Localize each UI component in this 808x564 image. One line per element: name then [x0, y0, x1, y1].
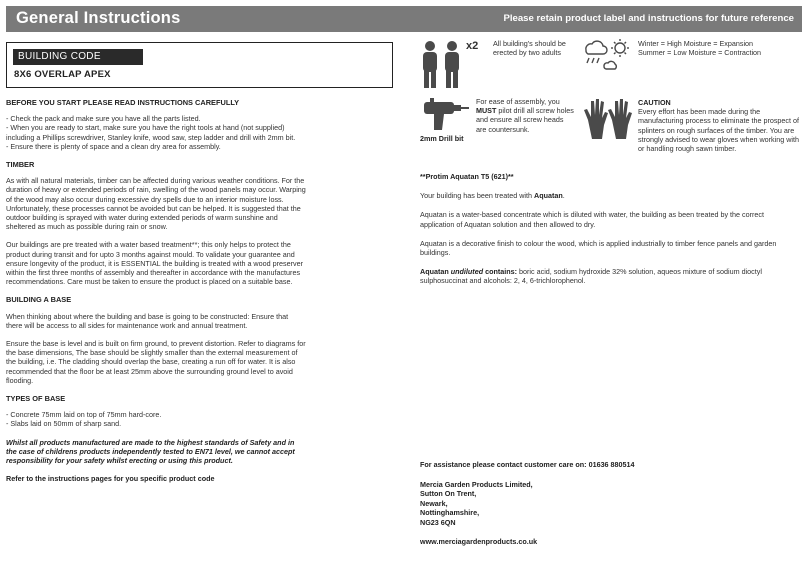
weather-text: [638, 39, 798, 57]
protim-heading: **Protim Aquatan T5 (621)**: [420, 172, 514, 181]
drill-text-pre: For ease of assembly, you: [476, 97, 560, 106]
types-heading: TYPES OF BASE: [6, 394, 66, 404]
care-line: For assistance please contact customer care on: 01636 880514: [420, 460, 635, 469]
contains-text: boric acid, sodium hydroxide 32% solution, aqueos mixture of sodium dioctyl sulphosuccinat and alcohols: 2, 4, 6-trichlorophenol.: [420, 267, 762, 286]
aquatan-contents: [420, 267, 798, 285]
drill-text-post: pilot drill all screw holes and ensure all screw heads are countersunk.: [476, 106, 574, 134]
right-column: [420, 172, 798, 296]
drill-icon: [420, 96, 470, 134]
treated-product: Aquatan: [534, 191, 563, 201]
base-level-paragraph: Ensure the base is level and is built on firm ground, to prevent distortion. Refer to diagrams for the base dimensions, The base should be slightly smaller than the external measurement of the building, i.e. The cladding should overlap the base, creating a run off for water. It is also recommended that the floor be at least 25mm above the surrounding ground level to avoid flooding.: [6, 339, 306, 385]
header-note: Please retain product label and instructions for future reference: [503, 13, 794, 24]
types-line: - Concrete 75mm laid on top of 75mm hard-core.: [6, 410, 162, 420]
aquatan-paragraph: Aquatan is a water-based concentrate which is diluted with water, the building as been treated by the correct application of Aquatan solution and then allowed to dry.: [420, 210, 765, 229]
types-line: - Slabs laid on 50mm of sharp sand.: [6, 419, 122, 429]
people-text: All building's should be erected by two adults: [493, 39, 566, 58]
address-line: Mercia Garden Products Limited,: [420, 479, 533, 489]
drill-label: 2mm Drill bit: [420, 134, 464, 143]
intro-line: - Check the pack and make sure you have all the parts listed.: [6, 114, 201, 124]
aquatan-finish-paragraph: Aquatan is a decorative finish to colour the wood, which is applied industrially to timber fence panels and garden buildings.: [420, 238, 777, 258]
summer-line: Summer = Low Moisture = Contraction: [638, 48, 762, 58]
page-title: General Instructions: [16, 9, 181, 27]
website-link[interactable]: www.merciagardenproducts.co.uk: [420, 536, 538, 546]
left-column: [6, 98, 306, 484]
safety-disclaimer: Whilst all products manufactured are made to the highest standards of Safety and in the case of childrens products independently tested to EN71 level, we cannot accept responsibility for your safety whilst erecting or using this product.: [6, 437, 295, 466]
contains-c: contains:: [483, 267, 518, 277]
timber-heading: TIMBER: [6, 160, 35, 170]
contains-a: Aquatan: [420, 267, 451, 277]
weather-icon: [582, 38, 634, 70]
treatment-paragraph: Our buildings are pre treated with a water based treatment**; this only helps to protect the product during transit and for upto 3 months against mould. To validate your guarantee and ensure longevity of the product, it is ESSENTIAL the building is treated with a wood preserver within the first three months of assembly and thereafter in accordance with the manufactures recommendations. Care must be taken to ensure the product is placed on a suitable base.: [6, 240, 303, 287]
treated-post: .: [562, 191, 565, 201]
people-count: x2: [466, 40, 479, 52]
address-line: Newark,: [420, 498, 448, 508]
intro-heading: BEFORE YOU START PLEASE READ INSTRUCTIONS CAREFULLY: [6, 98, 240, 107]
contains-b: undiluted: [450, 267, 484, 277]
product-name: 8X6 OVERLAP APEX: [14, 69, 111, 80]
address-line: NG23 6QN: [420, 517, 456, 527]
refer-note: Refer to the instructions pages for you specific product code: [6, 474, 215, 484]
intro-list: [6, 114, 306, 151]
intro-line: - Ensure there is plenty of space and a clean dry area for assembly.: [6, 141, 221, 151]
winter-line: Winter = High Moisture = Expansion: [638, 39, 754, 48]
drill-text-must: MUST: [476, 106, 497, 116]
drill-text: [476, 97, 574, 134]
caution-text: Every effort has been made during the manufacturing process to eliminate the prospect of splinters on rough surfaces of the timber. You are strongly advised to wear gloves when working with or handling rough sawn timber.: [638, 107, 800, 154]
address-line: Nottinghamshire,: [420, 508, 480, 518]
caution-title: CAUTION: [638, 98, 671, 107]
caution-block: [638, 98, 802, 153]
base-heading: BUILDING A BASE: [6, 295, 72, 305]
building-code-box: [6, 42, 393, 88]
gloves-icon: [582, 96, 634, 140]
building-code-label: BUILDING CODE: [13, 49, 143, 65]
treated-line: [420, 191, 798, 200]
address-line: Sutton On Trent,: [420, 489, 477, 499]
timber-paragraph: As with all natural materials, timber can be affected during various weather conditions. For the duration of heavy or extended periods of rain, swelling of the wood panels may occur. Warping of the wood may also occur during excessive dry spells due to an interior moisture loss. Unfortunately, these processes cannot be avoided but can be helped. It is suggested that the outdoor building is sprayed with water during extended periods of warm sunshine and sheltered as much as possible during rain or snow.: [6, 176, 306, 232]
intro-line: - When you are ready to start, make sure you have the right tools at hand (not supplied) including a Phillips screwdriver, Stanley knife, wood saw, step ladder and drill with 2mm bit.: [6, 123, 296, 142]
contact-block: [420, 460, 720, 546]
header-bar: [6, 6, 802, 32]
types-list: [6, 410, 306, 428]
base-paragraph: When thinking about where the building and base is going to be constructed: Ensure that there will be access to all sides for maintenance work and annual treatment.: [6, 311, 289, 330]
treated-pre: Your building has been treated with: [420, 191, 535, 201]
